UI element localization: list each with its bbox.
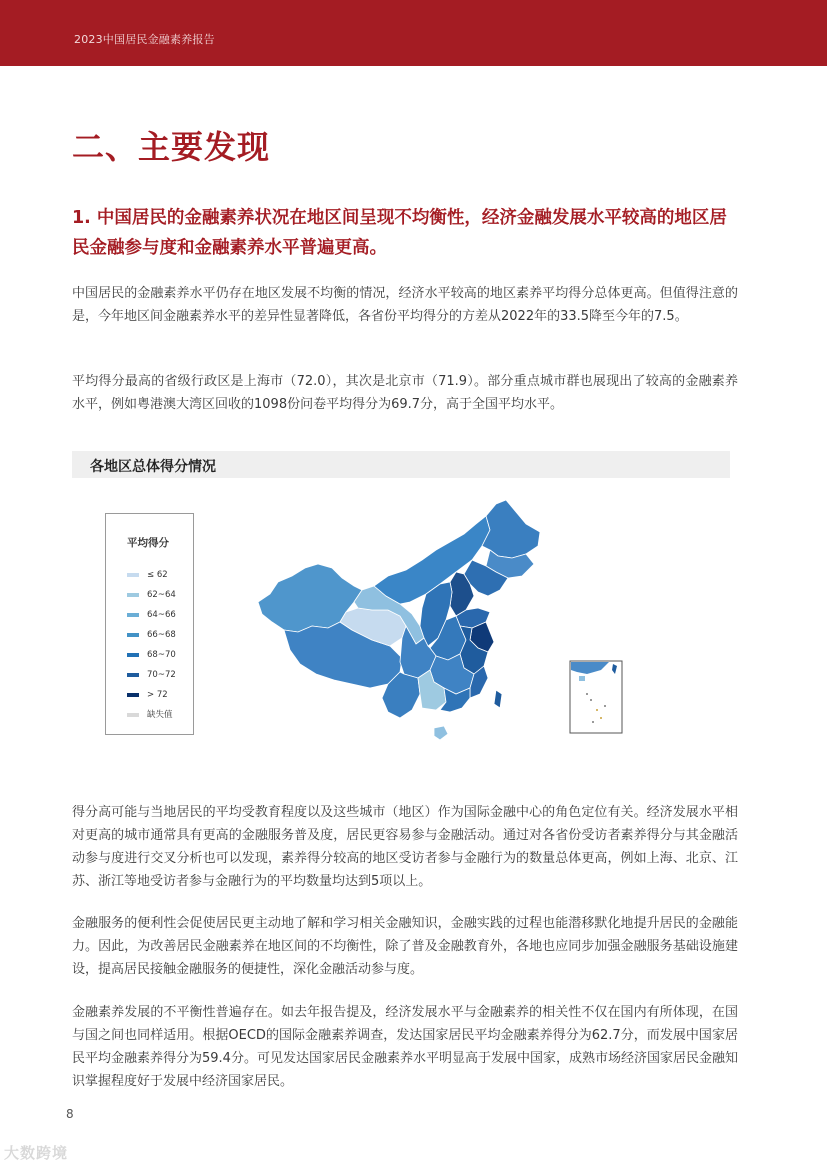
map-legend — [105, 513, 194, 735]
legend-label: 70~72 — [147, 670, 176, 680]
figure-title: 各地区总体得分情况 — [90, 459, 216, 475]
inset-island — [596, 709, 598, 711]
paragraph-2: 平均得分最高的省级行政区是上海市（72.0），其次是北京市（71.9）。部分重点城市群也展现出了较高的金融素养水平，例如粤港澳大湾区回收的1098份问卷平均得分为69.7分，高于全国平均水平。 — [72, 374, 738, 412]
legend-label: > 72 — [147, 690, 168, 700]
paragraph-1: 中国居民的金融素养水平仍存在地区发展不均衡的情况，经济水平较高的地区素养平均得分总体更高。但值得注意的是，今年地区间金融素养水平的差异性显著降低，各省份平均得分的方差从2022年的33.5降至今年的7.5。 — [72, 286, 738, 324]
region-heilongjiang — [482, 500, 540, 558]
watermark: 大数跨境 — [4, 1144, 69, 1162]
finding-title: 1. 中国居民的金融素养状况在地区间呈现不均衡性，经济金融发展水平较高的地区居民金融参与度和金融素养水平普遍更高。 — [72, 208, 727, 258]
legend-item — [127, 569, 193, 581]
inset-hainan — [579, 676, 585, 681]
legend-label: 68~70 — [147, 650, 176, 660]
legend-swatch — [127, 693, 139, 697]
inset-island — [592, 721, 594, 723]
legend-label: 66~68 — [147, 630, 176, 640]
legend-swatch — [127, 653, 139, 657]
header-title: 2023中国居民金融素养报告 — [74, 33, 215, 46]
inset-island — [604, 705, 606, 707]
region-hainan — [434, 726, 448, 740]
region-taiwan — [494, 690, 502, 708]
paragraph-3: 得分高可能与当地居民的平均受教育程度以及这些城市（地区）作为国际金融中心的角色定位有关。经济发展水平相对更高的城市通常具有更高的金融服务普及度，居民更容易参与金融活动。通过对各省份受访者素养得分与其金融活动参与度进行交叉分析也可以发现，素养得分较高的地区受访者参与金融行为的数量总体更高，例如上海、北京、江苏、浙江等地受访者参与金融行为的平均数量均达到5项以上。 — [72, 805, 738, 889]
legend-label: 64~66 — [147, 610, 176, 620]
paragraph-5: 金融素养发展的不平衡性普遍存在。如去年报告提及，经济发展水平与金融素养的相关性不仅在国内有所体现，在国与国之间也同样适用。根据OECD的国际金融素养调查，发达国家居民平均金融素养得分为62.7分，而发展中国家居民平均金融素养得分为59.4分。可见发达国家居民金融素养水平明显高于发展中国家，成熟市场经济国家居民金融知识掌握程度好于发展中经济国家居民。 — [72, 1005, 738, 1089]
page-number: 8 — [66, 1107, 74, 1121]
legend-swatch — [127, 573, 139, 577]
inset-island — [586, 693, 588, 695]
legend-item — [127, 629, 193, 641]
inset-island — [600, 717, 602, 719]
figure-title-bar — [72, 451, 730, 478]
legend-item — [127, 649, 193, 661]
legend-label: ≤ 62 — [147, 570, 168, 580]
south-china-sea-inset — [569, 660, 624, 735]
legend-item — [127, 589, 193, 601]
legend-item — [127, 689, 193, 701]
legend-swatch — [127, 593, 139, 597]
legend-item — [127, 669, 193, 681]
china-choropleth-map — [250, 498, 550, 743]
legend-label: 缺失值 — [147, 710, 173, 720]
legend-title: 平均得分 — [127, 537, 169, 549]
legend-label: 62~64 — [147, 590, 176, 600]
section-title: 二、主要发现 — [72, 128, 271, 166]
legend-swatch — [127, 633, 139, 637]
legend-swatch — [127, 713, 139, 717]
legend-item — [127, 709, 193, 721]
legend-item — [127, 609, 193, 621]
inset-island — [590, 699, 592, 701]
legend-swatch — [127, 613, 139, 617]
header-bar — [0, 0, 827, 66]
legend-swatch — [127, 673, 139, 677]
paragraph-4: 金融服务的便利性会促使居民更主动地了解和学习相关金融知识，金融实践的过程也能潜移默化地提升居民的金融能力。因此，为改善居民金融素养在地区间的不均衡性，除了普及金融教育外，各地也应同步加强金融服务基础设施建设，提高居民接触金融服务的便捷性，深化金融活动参与度。 — [72, 916, 738, 977]
